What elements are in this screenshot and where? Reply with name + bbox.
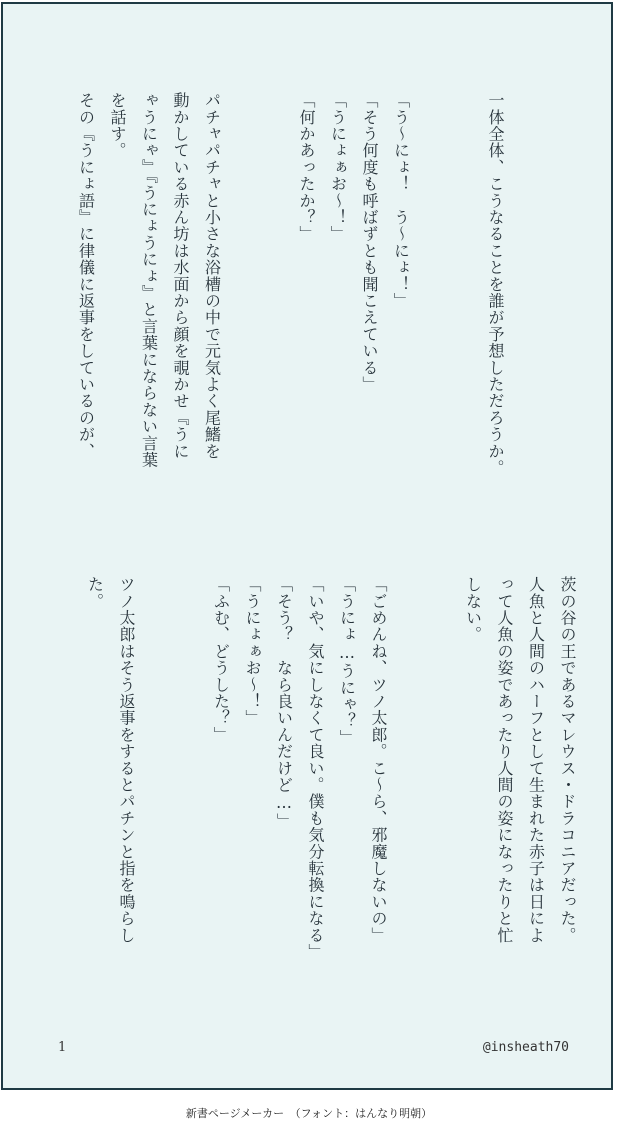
text-line: 人魚と人間のハーフとして生まれた赤子は日によ: [526, 576, 546, 944]
text-line: ゃうにゃ』『うにょうにょ』と言葉にならない言葉: [139, 92, 159, 469]
text-line: って人魚の姿であったり人間の姿になったりと忙: [495, 576, 514, 944]
text-line: 「うにょ…うにゃ？」: [337, 576, 357, 746]
text-line: 「何かあったか？」: [297, 92, 316, 243]
page-number: 1: [58, 1040, 67, 1055]
text-line: 「うにょぁお〜！」: [328, 92, 348, 243]
text-line: 「ごめんね、ツノ太郎。こ〜ら、邪魔しないの」: [369, 576, 388, 944]
text-line: パチャパチャと小さな浴槽の中で元気よく尾鰭を: [202, 92, 222, 460]
text-line: [228, 92, 260, 532]
text-line: [426, 576, 458, 1016]
text-line: 「うにょぁお〜！」: [243, 576, 262, 727]
text-line: [142, 576, 174, 1016]
text-line: 「いや、気にしなくて良い。僕も気分転換になる」: [306, 576, 325, 961]
text-line: 「そう何度も呼ばずとも聞こえている」: [360, 92, 379, 393]
text-line: た。: [85, 576, 105, 610]
text-line: を話す。: [108, 92, 127, 159]
text-line: 「う〜にょ！ う〜にょ！」: [391, 92, 411, 310]
footer-credit: 新書ページメーカー （フォント：はんなり明朝）: [185, 1107, 433, 1120]
upper-text-block: [70, 92, 511, 532]
text-line: [174, 576, 206, 1016]
text-line: 動かしている赤ん坊は水面から顔を覗かせ『うに: [171, 92, 190, 460]
lower-text-block: [79, 576, 583, 1016]
text-line: [448, 92, 480, 532]
text-line: 一体全体、こうなることを誰が予想しただろうか。: [486, 92, 505, 477]
text-line: しない。: [463, 576, 483, 643]
text-line: [394, 576, 426, 1016]
text-line: [259, 92, 291, 532]
text-line: [417, 92, 449, 532]
text-line: 茨の谷の王であるマレウス・ドラコニアだった。: [558, 576, 577, 944]
text-line: 「そう？ なら良いんだけど…」: [274, 576, 294, 830]
text-line: ツノ太郎はそう返事をするとパチンと指を鳴らし: [117, 576, 136, 944]
text-line: その『うにょ語』に律儀に返事をしているのが、: [76, 92, 96, 460]
author-handle: @insheath70: [482, 1040, 569, 1055]
text-line: 「ふむ、どうした？」: [211, 576, 231, 743]
book-page: [1, 2, 613, 1090]
